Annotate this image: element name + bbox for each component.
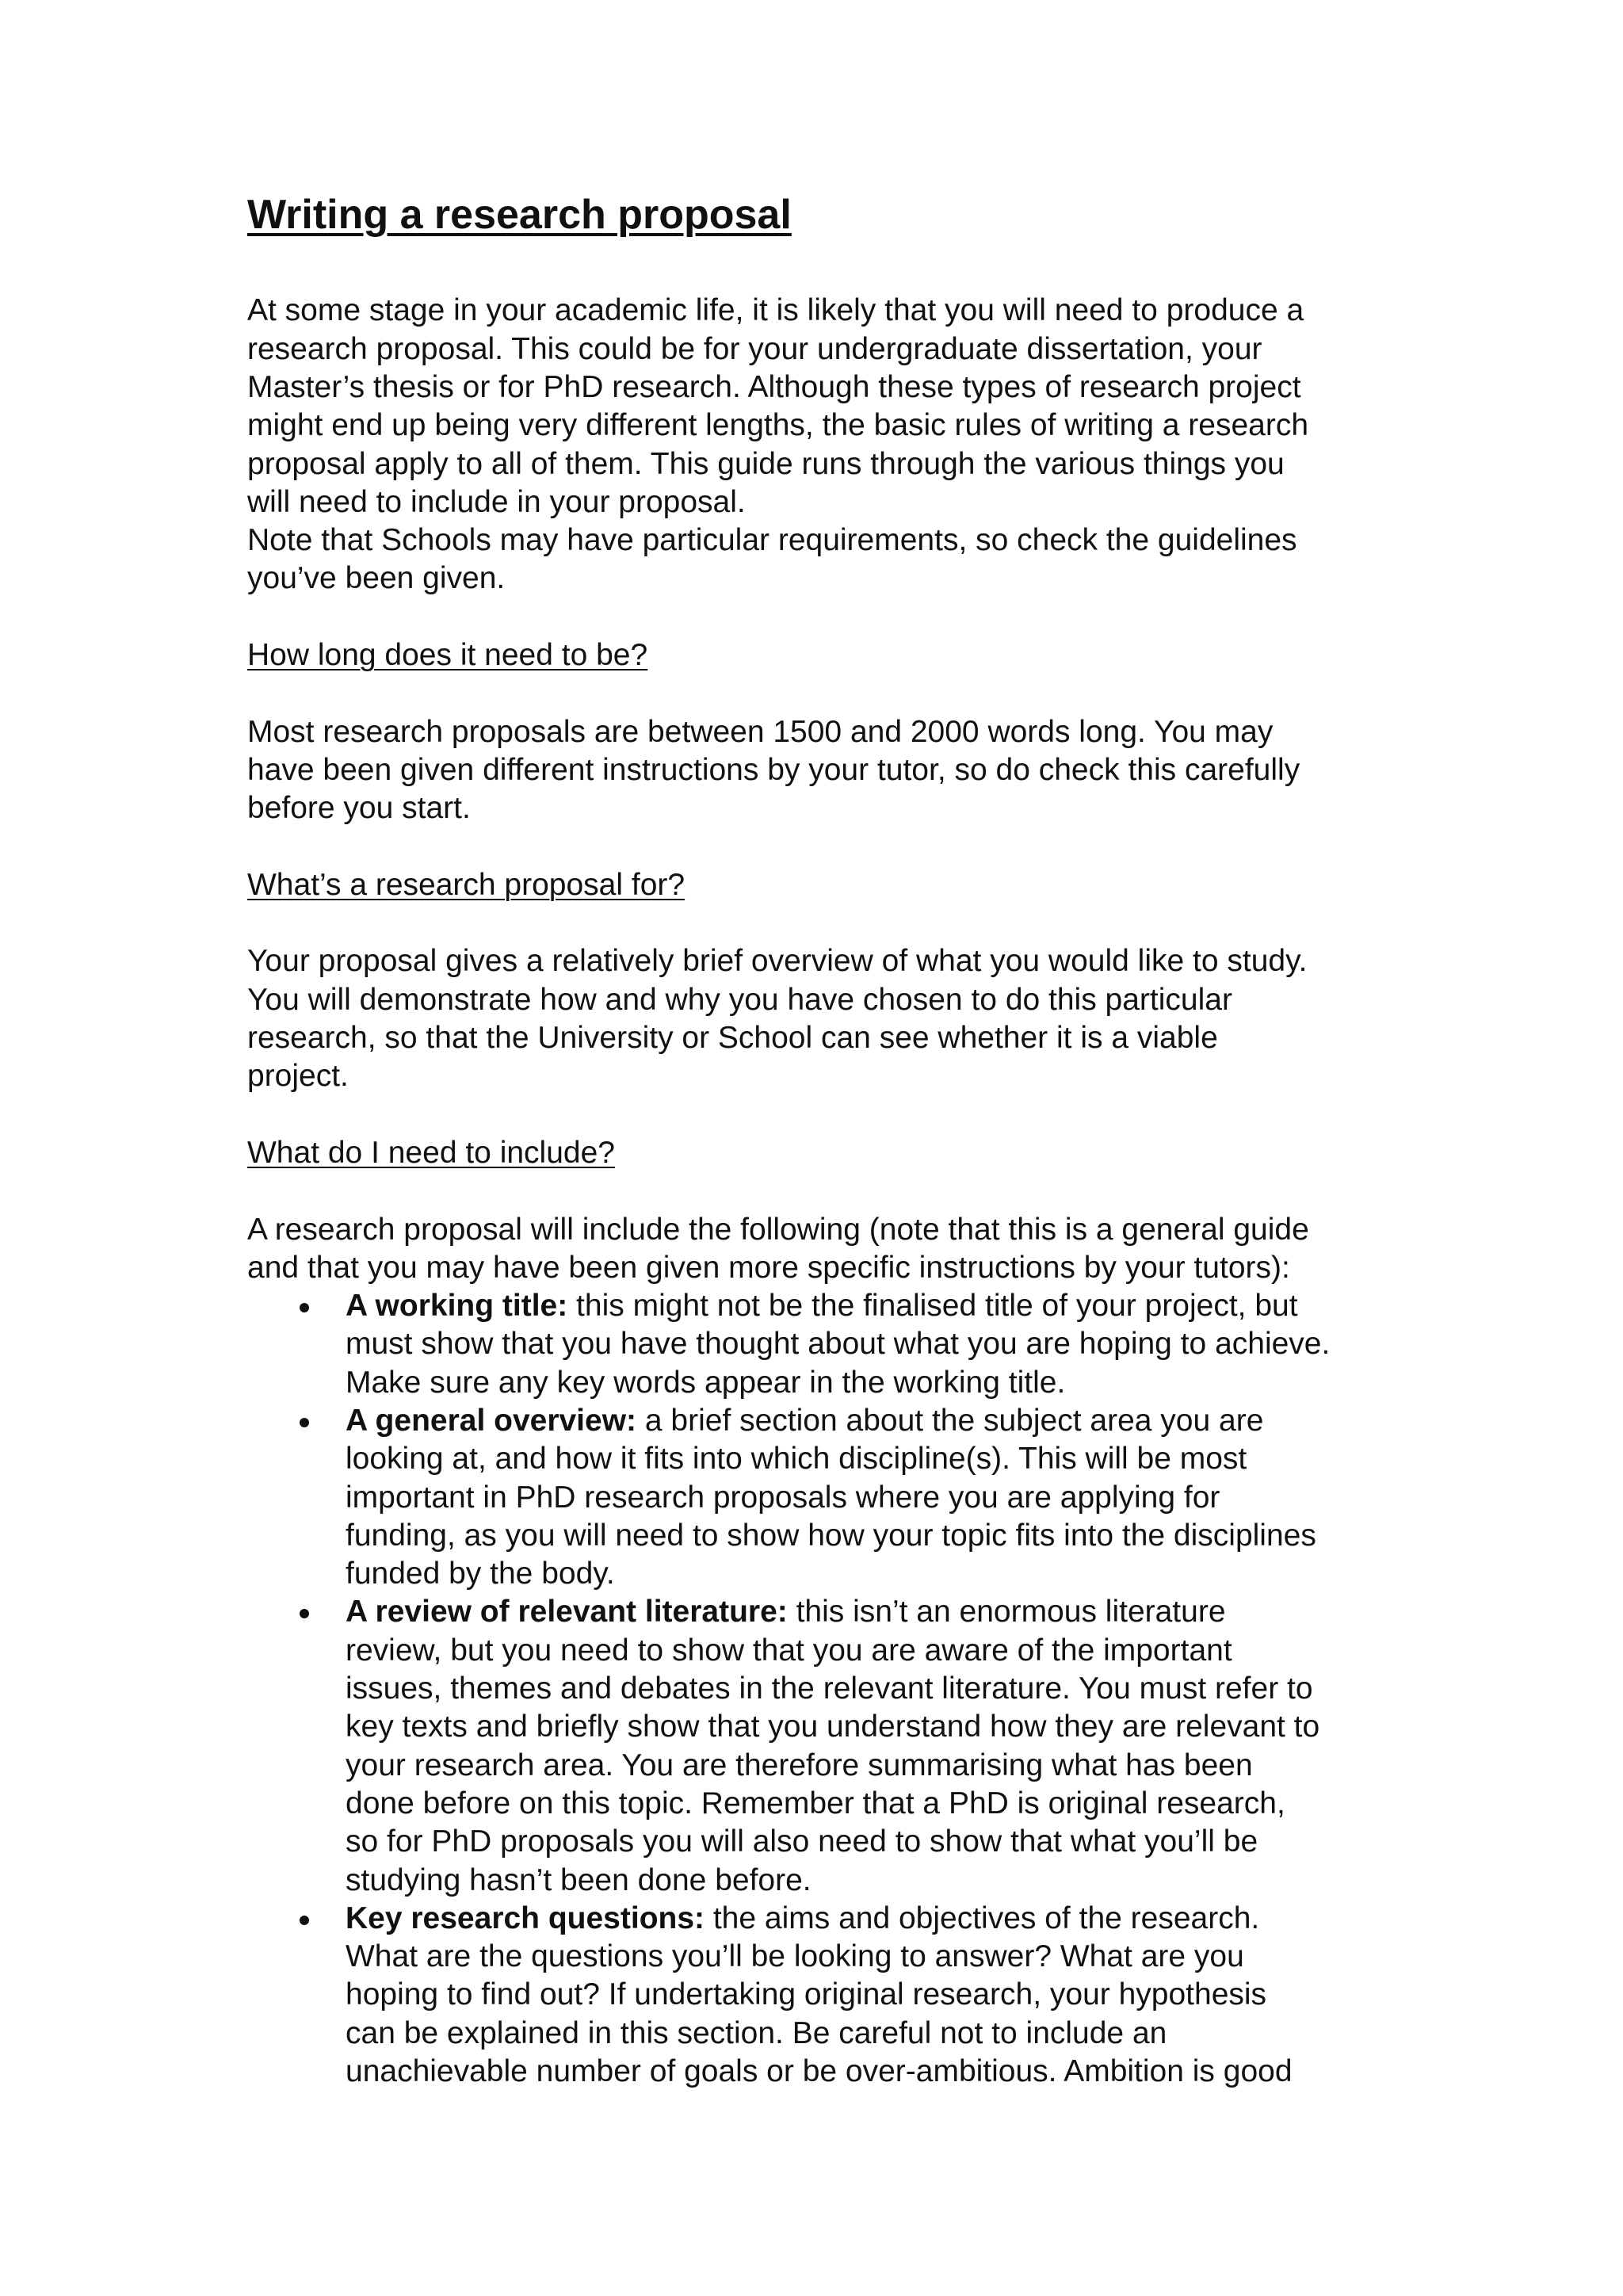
text-line: key texts and briefly show that you understand how they are relevant to — [346, 1710, 1320, 1744]
text-line: research, so that the University or School can see whether it is a viable — [247, 1021, 1218, 1056]
text-line: before you start. — [247, 791, 471, 826]
text-line: issues, themes and debates in the relevant literature. You must refer to — [346, 1671, 1313, 1706]
list-item — [247, 1900, 1436, 2091]
list-item-term: A working title: — [346, 1289, 568, 1324]
text-line: Your proposal gives a relatively brief overview of what you would like to study. — [247, 944, 1308, 979]
list-item-term: Key research questions: — [346, 1901, 705, 1935]
text-line: Note that Schools may have particular requirements, so check the guidelines — [247, 523, 1297, 558]
text-line: research proposal. This could be for your undergraduate dissertation, your — [247, 331, 1262, 366]
text-line: What are the questions you’ll be looking to answer? What are you — [346, 1939, 1244, 1974]
list-item-text: the aims and objectives of the research. — [705, 1901, 1260, 1935]
document-page — [247, 190, 1436, 2091]
section-heading-purpose: What’s a research proposal for? — [247, 867, 685, 902]
document-title: Writing a research proposal — [247, 192, 792, 238]
text-line: A research proposal will include the following (note that this is a general guide — [247, 1212, 1309, 1247]
bullet-icon — [300, 1609, 309, 1618]
text-line: might end up being very different lengths, the basic rules of writing a research — [247, 408, 1309, 443]
list-item-text: a brief section about the subject area you are — [636, 1404, 1264, 1438]
list-item — [247, 1402, 1436, 1593]
text-line: proposal apply to all of them. This guide runs through the various things you — [247, 446, 1285, 481]
text-line: funded by the body. — [346, 1557, 615, 1591]
text-line: project. — [247, 1059, 349, 1094]
text-line: you’ve been given. — [247, 561, 506, 596]
text-line: your research area. You are therefore summarising what has been — [346, 1748, 1253, 1782]
list-item-term: A general overview: — [346, 1404, 637, 1438]
list-item — [247, 1287, 1436, 1402]
text-line: Most research proposals are between 1500 and 2000 words long. You may — [247, 714, 1274, 749]
section-paragraph-length — [247, 713, 1436, 828]
list-item-text: this isn’t an enormous literature — [787, 1595, 1226, 1629]
text-line: can be explained in this section. Be careful not to include an — [346, 2015, 1167, 2050]
text-line: review, but you need to show that you are aware of the important — [346, 1633, 1232, 1668]
section-paragraph-include — [247, 1211, 1436, 1288]
text-line: looking at, and how it fits into which discipline(s). This will be most — [346, 1442, 1247, 1477]
text-line: done before on this topic. Remember that a PhD is original research, — [346, 1786, 1285, 1820]
include-list — [247, 1287, 1436, 2091]
text-line: studying hasn’t been done before. — [346, 1862, 812, 1897]
list-item-text: this might not be the finalised title of your project, but — [567, 1289, 1298, 1324]
text-line: You will demonstrate how and why you have chosen to do this particular — [247, 982, 1232, 1017]
text-line: will need to include in your proposal. — [247, 484, 746, 519]
text-line: unachievable number of goals or be over-ambitious. Ambition is good — [346, 2054, 1293, 2089]
text-line: must show that you have thought about what you are hoping to achieve. — [346, 1327, 1331, 1362]
bullet-icon — [300, 1303, 309, 1312]
text-line: funding, as you will need to show how your topic fits into the disciplines — [346, 1518, 1316, 1553]
text-line: Master’s thesis or for PhD research. Although these types of research project — [247, 369, 1301, 404]
text-line: so for PhD proposals you will also need to show that what you’ll be — [346, 1824, 1258, 1859]
intro-paragraph — [247, 292, 1436, 598]
list-item-term: A review of relevant literature: — [346, 1595, 788, 1629]
text-line: Make sure any key words appear in the working title. — [346, 1365, 1066, 1400]
text-line: hoping to find out? If undertaking original research, your hypothesis — [346, 1977, 1267, 2012]
bullet-icon — [300, 1418, 309, 1427]
text-line: and that you may have been given more specific instructions by your tutors): — [247, 1250, 1290, 1285]
section-heading-length: How long does it need to be? — [247, 638, 648, 673]
text-line: have been given different instructions by your tutor, so do check this carefully — [247, 752, 1300, 787]
bullet-icon — [300, 1916, 309, 1925]
text-line: At some stage in your academic life, it is likely that you will need to produce a — [247, 293, 1304, 328]
section-paragraph-purpose — [247, 942, 1436, 1095]
list-item — [247, 1593, 1436, 1899]
text-line: important in PhD research proposals where you are applying for — [346, 1480, 1220, 1515]
section-heading-include: What do I need to include? — [247, 1135, 615, 1170]
